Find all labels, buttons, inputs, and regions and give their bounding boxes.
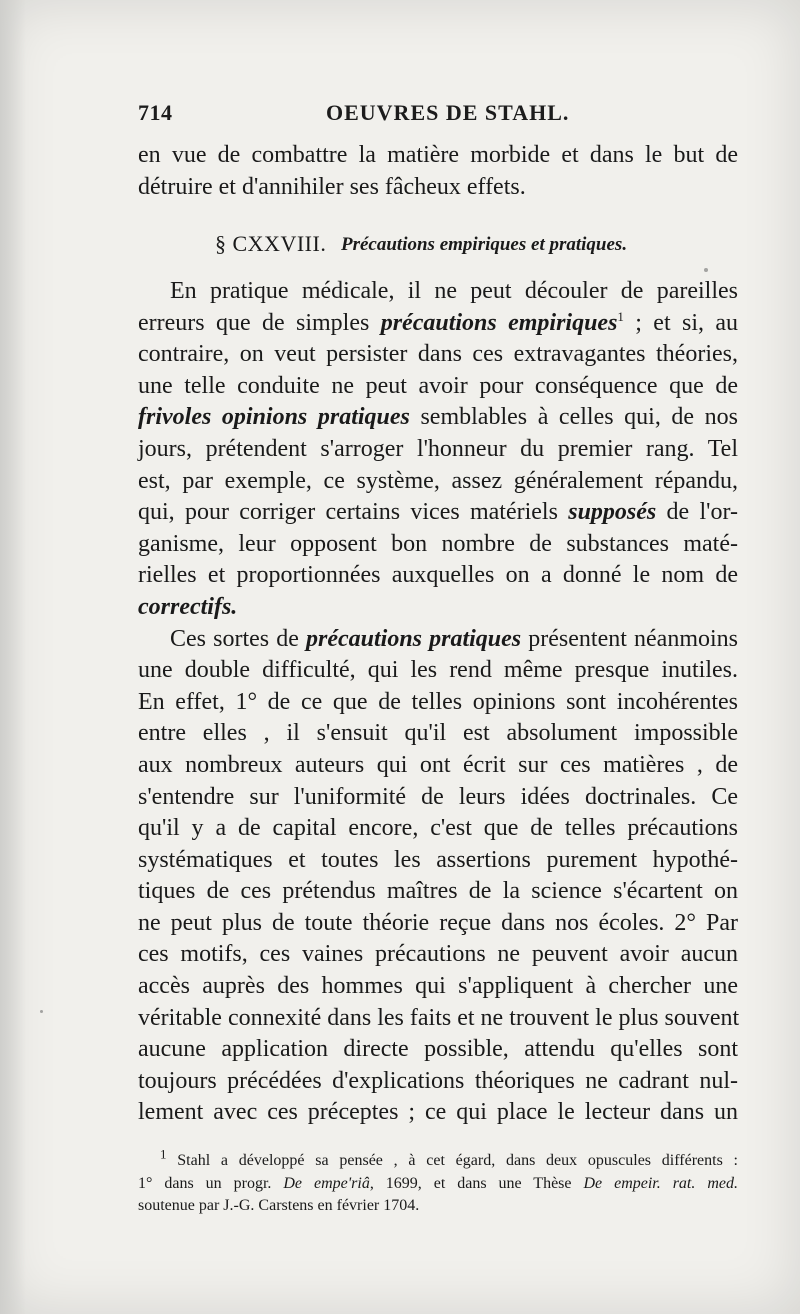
text-line: Ces sortes de précautions pratiques présentent néanmoins <box>170 625 738 652</box>
text-line: ces motifs, ces vaines précautions ne peuvent avoir aucun <box>138 941 738 968</box>
running-head: OEUVRES DE STAHL. <box>326 100 570 125</box>
section-number: § CXXVIII. <box>215 231 327 256</box>
text-line: ne peut plus de toute théorie reçue dans nos écoles. 2° Par <box>138 909 738 936</box>
page-header <box>138 100 738 134</box>
italic-title: De empe'riâ <box>283 1174 370 1192</box>
italic-phrase: correctifs. <box>138 593 238 620</box>
footnote <box>138 1146 738 1218</box>
footnote-marker: 1 <box>160 1146 167 1162</box>
ink-speck <box>40 1010 43 1013</box>
text-line: aucune application directe possible, attendu qu'elles sont <box>138 1036 738 1063</box>
text-line: détruire et d'annihiler ses fâcheux effets. <box>138 173 526 200</box>
text-line: une double difficulté, qui les rend même presque inutiles. <box>138 657 738 684</box>
section-heading <box>138 231 738 263</box>
paragraph-continuation <box>138 140 738 203</box>
italic-phrase: précautions pratiques <box>306 625 522 652</box>
page-gutter-shadow <box>0 0 26 1314</box>
text-line: En effet, 1° de ce que de telles opinions sont incohérentes <box>138 688 738 715</box>
footnote-line: $^1$ Stahl a développé sa pensée , à cet égard, dans deux opuscules différents : <box>160 1146 738 1169</box>
section-title: Précautions empiriques et pratiques. <box>341 234 628 255</box>
text-line: lement avec ces préceptes ; ce qui place le lecteur dans un <box>138 1099 738 1126</box>
italic-phrase: précautions empiriques <box>380 309 618 336</box>
footnote-line: 1° dans un progr. De empe'riâ, 1699, et dans une Thèse De empeir. rat. med. <box>138 1174 738 1192</box>
text-line: en vue de combattre la matière morbide et dans le but de <box>138 142 738 168</box>
page-number: 714 <box>138 100 173 125</box>
text-line: rielles et proportionnées auxquelles on a donné le nom de <box>138 562 738 589</box>
text-line: toujours précédées d'explications théoriques ne cadrant nul- <box>138 1067 738 1094</box>
text-line: véritable connexité dans les faits et ne trouvent le plus souvent <box>138 1004 740 1031</box>
italic-phrase: supposés <box>568 499 657 526</box>
body-text <box>138 276 738 1129</box>
text-line: erreurs que de simples précautions empiriques$^1$ ; et si, au <box>138 308 739 336</box>
text-line: En pratique médicale, il ne peut découler de pareilles <box>170 278 738 304</box>
text-line: qui, pour corriger certains vices matériels supposés de l'or- <box>138 499 738 526</box>
text-line: une telle conduite ne peut avoir pour conséquence que de <box>138 372 738 399</box>
italic-phrase: frivoles opinions pratiques <box>138 404 410 431</box>
text-line: entre elles , il s'ensuit qu'il est absolument impossible <box>138 720 738 747</box>
text-line: s'entendre sur l'uniformité de leurs idées doctrinales. Ce <box>138 783 738 810</box>
text-line: frivoles opinions pratiques semblables à celles qui, de nos <box>138 404 738 431</box>
italic-title: De empeir. rat. med. <box>583 1174 738 1192</box>
text-line: systématiques et toutes les assertions purement hypothé- <box>138 846 738 873</box>
text-line: jours, prétendent s'arroger l'honneur du premier rang. Tel <box>138 435 738 462</box>
text-line: contraire, on veut persister dans ces extravagantes théories, <box>138 341 738 368</box>
footnote-ref: 1 <box>617 308 624 324</box>
text-line: accès auprès des hommes qui s'appliquent à chercher une <box>138 973 738 1000</box>
text-line: tiques de ces prétendus maîtres de la science s'écartent on <box>138 878 738 905</box>
text-line: ganisme, leur opposent bon nombre de substances maté- <box>138 530 738 557</box>
text-line: aux nombreux auteurs qui ont écrit sur ces matières , de <box>138 751 738 778</box>
ink-speck <box>704 268 708 272</box>
text-line: qu'il y a de capital encore, c'est que de telles précautions <box>138 815 738 842</box>
text-line <box>138 592 738 624</box>
text-line: est, par exemple, ce système, assez généralement répandu, <box>138 467 738 494</box>
footnote-line: soutenue par J.-G. Carstens en février 1704. <box>138 1197 420 1214</box>
